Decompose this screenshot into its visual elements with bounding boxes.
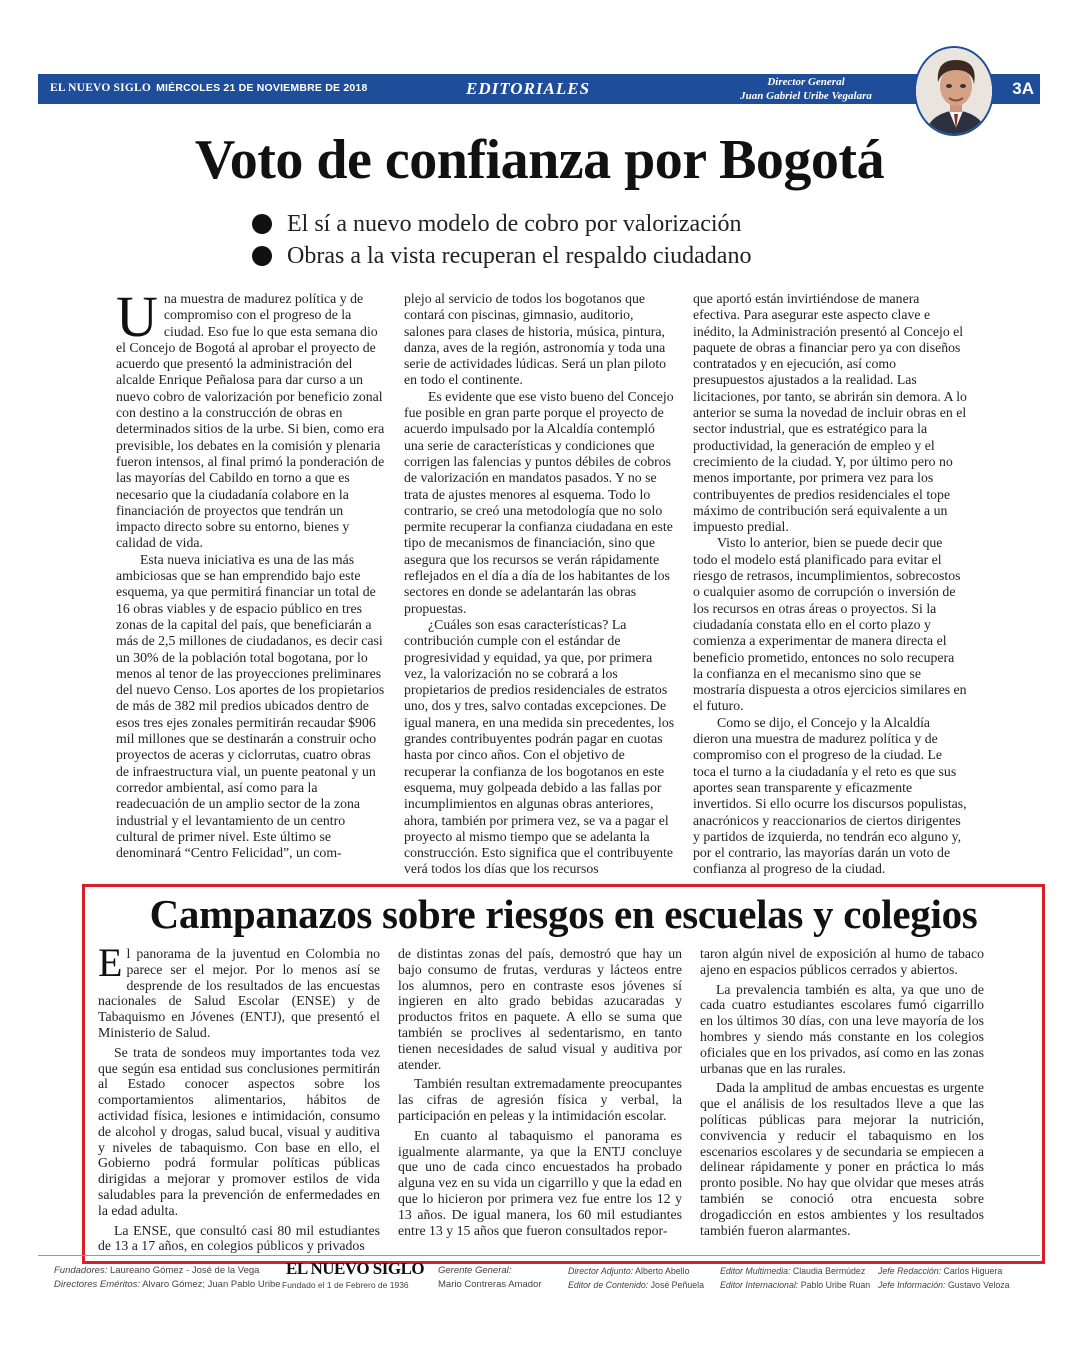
multimedia-name: Claudia Bermúdez — [792, 1266, 866, 1276]
dropcap: U — [116, 284, 158, 349]
adjunct-label: Director Adjunto: — [568, 1266, 634, 1276]
footer-editors-2 — [720, 1264, 870, 1292]
subhead-item — [252, 240, 751, 272]
paragraph: Como se dijo, el Concejo y la Alcaldía dieron una muestra de madurez política y de compromiso con el progreso de la ciudad. Le toca el turno a la ciudadanía y el reto es que sus aportes sean transparente y eficazmente invertidos. Si ello ocurre los discursos populistas, anacrónicos y reaccionarios de ciertos dirigentes y partidos de izquierda, no tendrán eco alguno y, por el contrario, las mayorías darán un voto de confianza al progreso de la ciudad. — [693, 714, 967, 877]
editorial-2-column-1 — [98, 940, 380, 1258]
issue-date: MIÉRCOLES 21 DE NOVIEMBRE DE 2018 — [156, 82, 368, 94]
director-portrait-icon — [916, 48, 994, 136]
paragraph: que aportó están invirtiéndose de manera efectiva. Para asegurar este aspecto clave e inédito, la Administración presentó al Concejo el paquete de obras a financiar pero ya con diseños contratados y en ejecución, así como presupuestos ajustados a la realidad. Las licitaciones, por tanto, se abrirán sin demora. A lo anterior se suma la novedad de incluir obras en el sector industrial, que es estratégico para la productividad, la generación de empleo y el crecimiento de la ciudad. Y, por último pero no menos importante, por primera vez para los contribuyentes de predios residenciales el tope máximo de contribución será equivalente a un impuesto predial. — [693, 291, 967, 535]
paragraph: En cuanto al tabaquismo el panorama es igualmente alarmante, ya que la ENTJ concluye que uno de cada cinco encuestados ha probado alguna vez en su vida un cigarrillo y que la edad en que lo hicieron por primera vez fue entre los 12 y 13 años. De igual manera, los 60 mil estudiantes entre 13 y 15 años que fueron consultados repor- — [398, 1127, 682, 1238]
paragraph: También resultan extremadamente preocupantes las cifras de agresión física y verbal, la participación en peleas y la intimidación escolar. — [398, 1076, 682, 1123]
paragraph: plejo al servicio de todos los bogotanos que contará con piscinas, gimnasio, auditorio, salones para clases de historia, música, pintura, danza, aves de la región, astronomía y toda una serie de actividades lúdicas. Será un plan piloto en todo el continente. — [404, 291, 667, 388]
footer-editors-3 — [878, 1264, 1010, 1292]
intl-label: Editor Internacional: — [720, 1280, 799, 1290]
subhead-item — [252, 208, 751, 240]
page-number: 3A — [1012, 79, 1034, 98]
paragraph: Es evidente que ese visto bueno del Concejo fue posible en gran parte porque el proyecto de acuerdo impulsado por la Alcaldía contempló una serie de características y condiciones que corrigen las falencias y puntos débiles de cobros de valorización en mandatos pasados. Y no se trata de ajustes menores al esquema. Todo lo contrario, se creó una metodología que no solo permite recuperar la confianza ciudadana en este tipo de mecanismos de financiación, sino que asegura que los recursos se verán rápidamente reflejados en el día a día de los habitantes de los sectores en donde se adelantarán las obras propuestas. — [404, 388, 674, 616]
footer-editors-1 — [568, 1264, 704, 1292]
paragraph: Una muestra de madurez política y de compromiso con el progreso de la ciudad. Eso fue lo que esta semana dio el Concejo de Bogotá al aprobar el proyecto de acuerdo que presentó la administración del alcalde Enrique Peñalosa para dar curso a un nuevo cobro de valorización por beneficio zonal con destino a la construcción de obras en determinados sitios de la urbe. Si bien, como era previsible, los debates en la comisión y plenaria fueron intensos, al final primó la ponderación de las mayorías del Cabildo en torno a que es necesario que la ciudadanía colabore en la financiación de proyectos que tendrán un impacto directo sobre su entorno, bienes y calidad de vida. — [116, 284, 385, 551]
paragraph: Se trata de sondeos muy importantes toda vez que según esa entidad sus conclusiones permitirán al Estado conocer aspectos sobre los comportamientos alimentarios, hábitos de actividad física, lesiones e intimidación, consumo de alcohol y drogas, salud bucal, visual y auditiva y niveles de tabaquismo. Con base en ello, el Gobierno podrá formular políticas públicas dirigidas a mejorar y promover estilos de vida saludables para la prevención de enfermedades en la edad adulta. — [98, 1044, 380, 1218]
section-name: EDITORIALES — [466, 79, 591, 98]
founders-label: Fundadores: — [54, 1265, 108, 1276]
director-credit — [686, 75, 926, 103]
editorial-subheads — [252, 208, 751, 272]
redaccion-label: Jefe Redacción: — [878, 1266, 942, 1276]
director-title: Director General — [767, 76, 845, 88]
footer-founders — [54, 1264, 281, 1292]
paragraph: Visto lo anterior, bien se puede decir que todo el modelo está planificado para evitar el riesgo de retrasos, incumplimientos, sobrecostos o cualquier asomo de corrupción o inversión de los recursos en otras áreas o proyectos. Si la ciudadanía constata ello en el corto plazo y comienza a experimentar de manera directa el beneficio prometido, entonces no solo recupera la confianza en el mecanismo sino que se mostraría dispuesta a otros ejercicios similares en el futuro. — [693, 535, 967, 714]
paper-name: EL NUEVO SIGLO — [50, 82, 151, 94]
founders-names: Laureano Gómez - José de la Vega — [109, 1265, 260, 1276]
page-header — [38, 74, 1040, 104]
subhead-text: Obras a la vista recuperan el respaldo ciudadano — [287, 242, 752, 269]
paragraph: de distintas zonas del país, demostró que hay un bajo consumo de frutas, verduras y lácteos entre los alumnos, pero en contraste esos jóvenes sí ingieren en alto grado bebidas azucaradas y productos fritos en paquete. A ello se suma que también se proclives al sedentarismo, en tanto tienen necesidades de salud visual y auditiva por atender. — [398, 946, 682, 1072]
editorial-2-column-2 — [398, 946, 682, 1242]
editorial-column-3 — [693, 291, 967, 878]
bullet-dot-icon — [252, 246, 272, 266]
manager-name: Mario Contreras Amador — [438, 1279, 542, 1290]
paragraph: Dada la amplitud de ambas encuestas es urgente que el análisis de los resultados lleve a que las políticas públicas para mejorar la nutrición, convivencia y reducir el tabaquismo en los escenarios escolares y de secundaria se empiecen a delinear rápidamente y poner en práctica lo más pronto posible. No hay que olvidar que meses atrás también se conoció otra encuesta sobre drogadicción en estos ambientes y los resultados también fueron alarmantes. — [700, 1080, 984, 1238]
paragraph: taron algún nivel de exposición al humo de tabaco ajeno en espacios públicos cerrados y abiertos. — [700, 946, 984, 977]
dropcap: E — [98, 940, 123, 985]
editorial-2-title: Campanazos sobre riesgos en escuelas y colegios — [149, 891, 978, 937]
editorial-column-1 — [116, 284, 387, 861]
manager-label: Gerente General: — [438, 1265, 512, 1276]
paragraph: La ENSE, que consultó casi 80 mil estudiantes de 13 a 17 años, en colegios públicos y privados — [98, 1222, 380, 1254]
info-name: Gustavo Veloza — [947, 1280, 1010, 1290]
emeritus-names: Alvaro Gómez; Juan Pablo Uribe — [142, 1279, 281, 1290]
director-portrait — [914, 46, 994, 136]
editorial-title: Voto de confianza por Bogotá — [194, 129, 885, 191]
info-label: Jefe Información: — [878, 1280, 946, 1290]
content-name: José Peñuela — [650, 1280, 704, 1290]
redaccion-name: Carlos Higuera — [943, 1266, 1003, 1276]
header-masthead — [50, 82, 368, 94]
paragraph: Esta nueva iniciativa es una de las más ambiciosas que se han emprendido bajo este esquema, ya que permitirá financiar un total de 16 obras viables y de espacio público en tres zonas de la capital del país, que beneficiarán a más de 2,5 millones de ciudadanos, es decir casi un 30% de la población total bogotana, por lo menos al tenor de las proyecciones preliminares del nuevo Censo. Los aportes de los propietarios de más de 382 mil predios ubicados dentro de esos tres ejes zonales permitirán recaudar $906 mil millones que se destinarán a construir ocho proyectos de aceras y ciclorrutas, cuatro obras de infraestructura vial, un puente peatonal y un corredor ambiental, así como para la readecuación de un amplio sector de la zona industrial y el levantamiento de un centro cultural de primer nivel. Este último se denominará “Centro Felicidad”, un com- — [116, 551, 385, 861]
paragraph: El panorama de la juventud en Colombia no parece ser el mejor. Por lo menos así se desprende de los resultados de las encuestas nacionales de Salud Escolar (ENSE) y de Tabaquismo en Jóvenes (ENTJ), que presentó el Ministerio de Salud. — [98, 940, 380, 1040]
paragraph: La prevalencia también es alta, ya que uno de cada cuatro estudiantes escolares fumó cigarrillo en los últimos 30 días, con una leve mayoría de los hombres y siendo más constante en los colegios oficiales que en los privados, así como en las zonas urbanas que en las rurales. — [700, 981, 984, 1076]
paragraph: ¿Cuáles son esas características? La contribución cumple con el estándar de progresividad y equidad, ya que, por primera vez, la valorización no se cobrará a los propietarios de predios residenciales de estratos uno, dos y tres, salvo contadas excepciones. De igual manera, en una medida sin precedentes, los grandes contribuyentes podrán pagar en cuotas hasta por cinco años. Con el objetivo de recuperar la confianza de los bogotanos en este esquema, muy golpeada debido a las fallas por incumplimientos en algunas obras anteriores, ahora, también por primera vez, se va a pagar el proyecto al mismo tiempo que se adelanta la construcción. Esto significa que el contribuyente verá todos los días que los recursos — [404, 616, 675, 877]
intl-name: Pablo Uribe Ruan — [800, 1280, 871, 1290]
adjunct-name: Alberto Abello — [635, 1266, 690, 1276]
emeritus-label: Directores Eméritos: — [54, 1279, 141, 1290]
subhead-text: El sí a nuevo modelo de cobro por valorización — [287, 210, 742, 237]
footer-founded: Fundado el 1 de Febrero de 1936 — [282, 1280, 409, 1290]
editorial-2-column-3 — [700, 946, 984, 1242]
footer-manager — [438, 1264, 541, 1292]
footer-rule — [38, 1255, 1040, 1256]
content-label: Editor de Contenido: — [568, 1280, 649, 1290]
footer-logo: EL NUEVO SIGLO — [286, 1259, 425, 1278]
bullet-dot-icon — [252, 214, 272, 234]
director-name: Juan Gabriel Uribe Vegalara — [740, 90, 872, 102]
multimedia-label: Editor Multimedia: — [720, 1266, 791, 1276]
editorial-column-2 — [404, 291, 675, 878]
